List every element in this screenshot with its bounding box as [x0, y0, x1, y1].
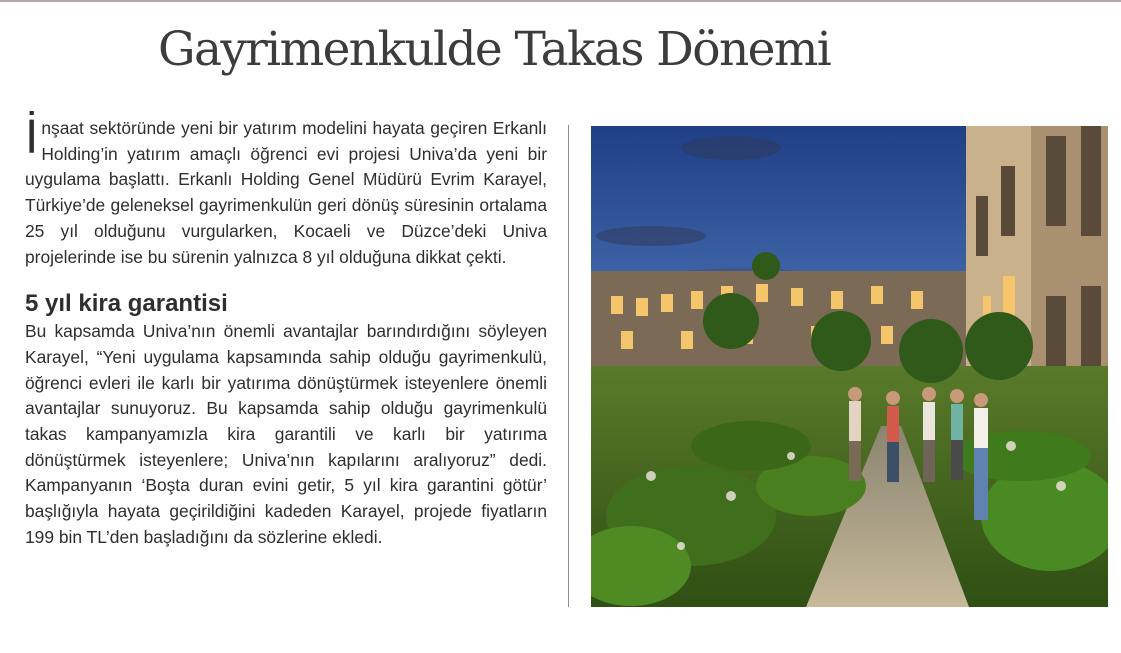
section-subheading: 5 yıl kira garantisi [25, 290, 228, 318]
top-rule [0, 0, 1121, 2]
campus-rendering-photo [591, 126, 1108, 607]
drop-cap: İ [25, 111, 39, 164]
article-text-column [25, 111, 547, 551]
body-paragraph: Bu kapsamda Univa’nın önemli avantajlar barındırdığını söyleyen Karayel, “Yeni uygulama kapsamında sahip olduğu gayrimenkulü, öğrenci evleri ile karlı bir yatırıma dönüştürmek isteyenlere önemli avantajlar sunuyoruz. Bu kapsamda sahip olduğu gayrimenkulü takas kampanyamızla kira garantili ve karlı bir yatırıma dönüştürmek isteyenlere; Univa’nın kapılarını aralıyoruz” dedi. Kampanyanın ‘Boşta duran evini getir, 5 yıl kira garantini götür’ başlığıyla hayata geçirildiğini kadeden Karayel, projede fiyatların 199 bin TL’den başladığını da sözlerine ekledi. [25, 321, 547, 547]
article-headline: Gayrimenkulde Takas Dönemi [158, 22, 831, 77]
intro-paragraph [25, 111, 547, 270]
column-divider [568, 125, 569, 607]
intro-text: nşaat sektöründe yeni bir yatırım modelini hayata geçiren Erkanlı Holding’in yatırım amaçlı öğrenci evi projesi Univa’da yeni bir uygulama başlattı. Erkanlı Holding Genel Müdürü Evrim Karayel, Türkiye’de geleneksel gayrimenkulün geri dönüş süresinin ortalama 25 yıl olduğunu vurgularken, Kocaeli ve Düzce’deki Univa projelerinde ise bu sürenin yalnızca 8 yıl olduğuna dikkat çekti. [25, 118, 547, 267]
